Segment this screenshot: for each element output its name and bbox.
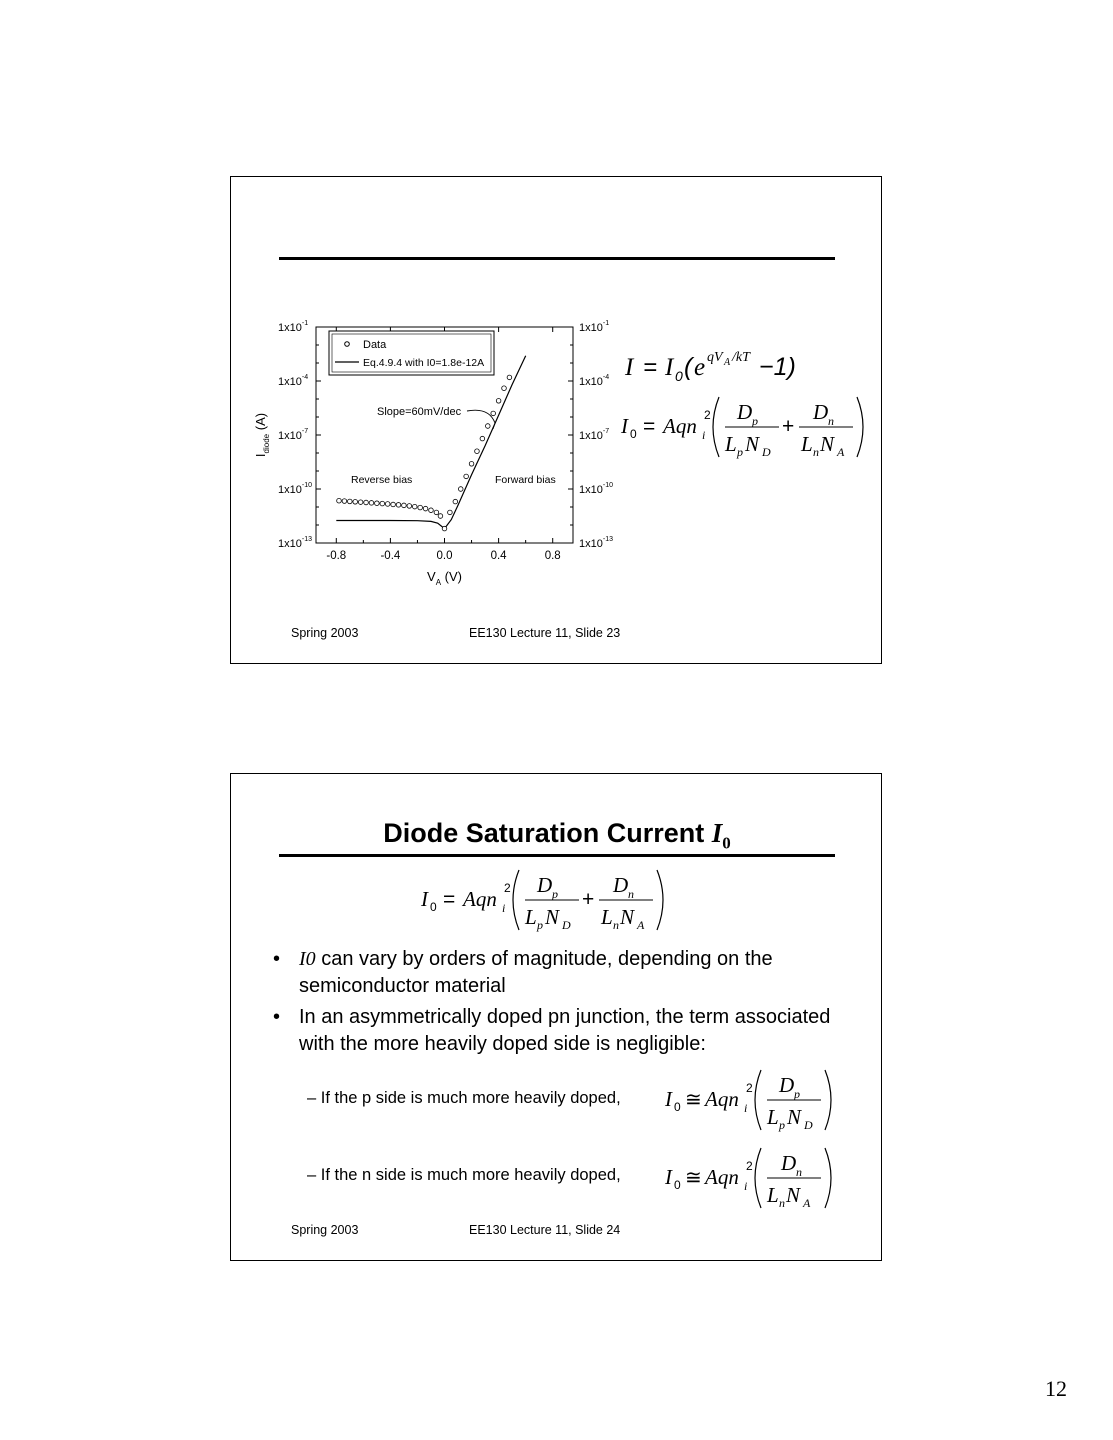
y-axis-label-unit: (A) (253, 412, 268, 434)
footer-slide-label: EE130 Lecture 11, Slide 24 (469, 1223, 621, 1237)
data-point (491, 411, 496, 416)
slide-title-text: Diode Saturation Current (383, 818, 712, 848)
svg-text:=: = (443, 888, 456, 911)
svg-text:N: N (620, 905, 635, 929)
svg-text:i: i (744, 1101, 748, 1115)
bullet-dot: • (273, 948, 281, 970)
svg-text:D: D (781, 1151, 797, 1175)
svg-text:L: L (601, 905, 613, 929)
svg-text:2: 2 (504, 881, 511, 895)
data-point (464, 474, 469, 479)
x-tick-label: -0.4 (380, 550, 401, 562)
data-point (438, 514, 443, 519)
svg-text:A: A (837, 445, 845, 459)
data-point (502, 386, 507, 391)
svg-text:0: 0 (674, 1178, 681, 1192)
y-axis-label: $I_{diode}$ (A) (253, 412, 271, 458)
svg-text:N: N (786, 1183, 801, 1207)
data-point (458, 487, 463, 492)
data-point (348, 499, 353, 504)
svg-text:2: 2 (704, 408, 711, 422)
svg-text:=: = (643, 354, 658, 381)
svg-text:L: L (801, 432, 813, 456)
data-point (469, 462, 474, 467)
legend-label-data: Data (363, 339, 387, 351)
data-point (412, 504, 417, 509)
svg-text:I: I (625, 354, 634, 381)
annotation-reverse: Reverse bias (351, 474, 413, 486)
svg-text:N: N (787, 1105, 802, 1129)
svg-text:0: 0 (430, 900, 437, 914)
svg-text:Aqn: Aqn (463, 887, 497, 911)
legend-marker-data (345, 342, 350, 347)
data-point (507, 375, 512, 380)
saturation-current-equation (419, 864, 669, 941)
svg-text:N: N (545, 905, 560, 929)
diode-equation (623, 345, 813, 394)
y-tick-label: $1x10^{-7}$ (278, 428, 309, 442)
y-tick-label-right: $1x10^{-10}$ (579, 482, 613, 496)
i0-symbol: I0 (299, 948, 316, 970)
data-point (429, 508, 434, 513)
footer-date: Spring 2003 (291, 1223, 359, 1237)
saturation-current-equation (619, 391, 869, 468)
saturation-equation-render (619, 391, 869, 463)
svg-text:n: n (813, 445, 819, 459)
title-rule (279, 854, 835, 857)
y-tick-exponent: -7 (301, 428, 309, 435)
svg-text:n: n (796, 1165, 802, 1179)
data-point (380, 501, 385, 506)
footer-slide-label: EE130 Lecture 11, Slide 23 (469, 626, 621, 640)
svg-text:p: p (794, 1087, 800, 1101)
svg-text:n: n (828, 414, 834, 428)
data-point (485, 424, 490, 429)
y-tick-label-right: $1x10^{-4}$ (579, 374, 610, 388)
diode-equation-render (623, 345, 813, 387)
y-tick-exponent: -4 (602, 374, 610, 381)
data-point (375, 501, 380, 506)
svg-text:0: 0 (674, 1100, 681, 1114)
svg-text:i: i (502, 901, 506, 915)
chart-text (253, 320, 613, 587)
y-tick-label: $1x10^{-4}$ (278, 374, 309, 388)
y-tick-exponent: -10 (602, 482, 613, 489)
slide-23 (230, 176, 882, 664)
footer-date: Spring 2003 (291, 626, 359, 640)
svg-text:D: D (813, 400, 829, 424)
data-point (391, 502, 396, 507)
svg-text:D: D (613, 873, 629, 897)
data-point (496, 399, 501, 404)
bullet-dot: • (273, 1006, 281, 1028)
bullet-i0-variation (273, 946, 853, 1000)
svg-text:A: A (803, 1196, 811, 1210)
slide-24 (230, 773, 882, 1261)
svg-text:p: p (737, 445, 743, 459)
title-subscript: 0 (722, 833, 731, 853)
svg-text:qV: qV (707, 350, 723, 365)
data-point (385, 502, 390, 507)
legend-label-fit: Eq.4.9.4 with I0=1.8e-12A (363, 357, 485, 369)
title-symbol: I (711, 818, 723, 848)
svg-text:≅: ≅ (685, 1167, 702, 1189)
y-tick-exponent: -4 (301, 374, 309, 381)
y-tick-label: $1x10^{-1}$ (278, 320, 309, 334)
svg-text:n: n (628, 887, 634, 901)
y-tick-exponent: -1 (602, 320, 610, 327)
y-tick-exponent: -7 (602, 428, 610, 435)
n-side-equation (663, 1142, 838, 1219)
svg-text:(: ( (684, 353, 693, 381)
x-axis-label-sub: A (435, 578, 442, 587)
data-point (353, 499, 358, 504)
bullet-asymmetric-doping (273, 1004, 853, 1058)
x-tick-label: 0.0 (436, 550, 453, 562)
y-tick-exponent: -13 (301, 536, 312, 543)
page-number: 12 (1045, 1376, 1067, 1401)
x-tick-label: 0.8 (544, 550, 561, 562)
svg-text:D: D (737, 400, 753, 424)
annotation-forward: Forward bias (495, 474, 556, 486)
data-point (337, 498, 342, 503)
svg-text:/kT: /kT (732, 350, 750, 365)
svg-text:D: D (804, 1118, 813, 1132)
svg-text:A: A (724, 357, 731, 368)
svg-text:I: I (621, 414, 628, 438)
data-point (364, 500, 369, 505)
svg-text:N: N (745, 432, 760, 456)
svg-text:I: I (665, 1087, 672, 1111)
p-side-equation-render (663, 1064, 838, 1136)
svg-text:D: D (562, 918, 571, 932)
svg-text:0: 0 (675, 368, 683, 384)
y-tick-label: $1x10^{-13}$ (278, 536, 312, 550)
data-point (475, 449, 480, 454)
y-tick-label-right: $1x10^{-7}$ (579, 428, 610, 442)
y-tick-label-right: $1x10^{-1}$ (579, 320, 610, 334)
svg-text:i: i (744, 1179, 748, 1193)
data-point (434, 510, 439, 515)
svg-text:p: p (779, 1118, 785, 1132)
svg-text:A: A (637, 918, 645, 932)
x-axis-label-unit: (V) (441, 569, 462, 584)
svg-text:+: + (582, 888, 595, 911)
svg-text:n: n (613, 918, 619, 932)
sub-bullet-n-side: – If the n side is much more heavily doped, (307, 1166, 621, 1184)
svg-text:p: p (552, 887, 558, 901)
data-point (442, 526, 447, 531)
svg-text:Aqn: Aqn (705, 1087, 739, 1111)
svg-text:I: I (665, 1165, 672, 1189)
svg-text:I: I (421, 887, 428, 911)
svg-text:Aqn: Aqn (705, 1165, 739, 1189)
svg-text:=: = (643, 415, 656, 438)
svg-text:D: D (537, 873, 553, 897)
svg-text:n: n (779, 1196, 785, 1210)
svg-text:−1): −1) (759, 353, 796, 381)
svg-text:0: 0 (630, 427, 637, 441)
y-tick-label-right: $1x10^{-13}$ (579, 536, 613, 550)
y-tick-exponent: -13 (602, 536, 613, 543)
svg-text:I: I (665, 354, 674, 381)
svg-text:Aqn: Aqn (663, 414, 697, 438)
svg-text:p: p (752, 414, 758, 428)
data-point (480, 436, 485, 441)
x-axis-label: $V_A$ (V) (427, 569, 462, 587)
svg-text:p: p (537, 918, 543, 932)
saturation-equation-render (419, 864, 669, 936)
slide-title (231, 818, 883, 853)
svg-text:i: i (702, 428, 706, 442)
annotation-slope: Slope=60mV/dec (377, 406, 462, 418)
svg-text:2: 2 (746, 1159, 753, 1173)
y-tick-exponent: -10 (301, 482, 312, 489)
svg-text:N: N (820, 432, 835, 456)
data-point (342, 499, 347, 504)
svg-text:L: L (525, 905, 537, 929)
svg-text:e: e (694, 354, 706, 381)
sub-bullet-p-side: – If the p side is much more heavily doped, (307, 1089, 621, 1107)
data-point (448, 510, 453, 515)
data-point (369, 501, 374, 506)
svg-text:L: L (767, 1105, 779, 1129)
svg-text:≅: ≅ (685, 1089, 702, 1111)
p-side-equation (663, 1064, 838, 1141)
chart-series (336, 356, 525, 531)
y-axis-label-sub: diode (262, 433, 271, 454)
svg-text:L: L (767, 1183, 779, 1207)
y-tick-exponent: -1 (301, 320, 309, 327)
y-tick-label: $1x10^{-10}$ (278, 482, 312, 496)
svg-text:L: L (725, 432, 737, 456)
bullet-text: In an asymmetrically doped pn junction, the term associated with the more heavily doped side is negligible: (299, 1006, 831, 1055)
svg-text:2: 2 (746, 1081, 753, 1095)
svg-text:D: D (779, 1073, 795, 1097)
data-point (418, 505, 423, 510)
n-side-equation-render (663, 1142, 838, 1214)
data-point (407, 504, 412, 509)
data-point (423, 506, 428, 511)
x-tick-label: -0.8 (326, 550, 347, 562)
data-point (396, 503, 401, 508)
x-tick-label: 0.4 (490, 550, 507, 562)
data-point (453, 499, 458, 504)
data-point (402, 503, 407, 508)
bullet-text: can vary by orders of magnitude, depending on the semiconductor material (299, 948, 773, 997)
data-point (358, 500, 363, 505)
svg-text:D: D (762, 445, 771, 459)
svg-text:+: + (782, 415, 795, 438)
